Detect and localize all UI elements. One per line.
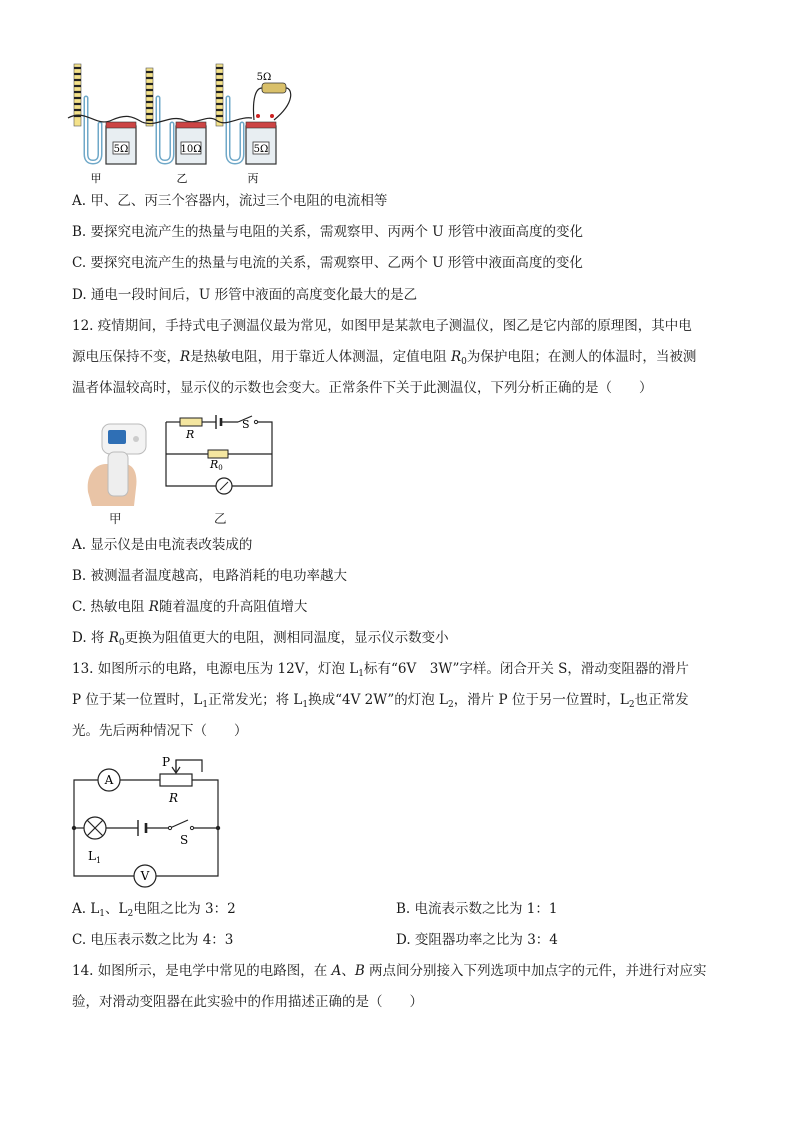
thermometer-photo	[78, 414, 152, 506]
slider-arrow-icon	[172, 760, 180, 773]
q13-option-b: B. 电流表示数之比为 1：1	[396, 901, 558, 917]
container-label-yi: 乙	[176, 172, 188, 185]
resistor-label-bing: 5Ω	[253, 144, 269, 155]
scale-ruler-left	[74, 64, 81, 126]
lamp-label: $L_1$	[88, 849, 102, 865]
q12-stem-line-3: 温者体温较高时，显示仪的示数也会变大。正常条件下关于此测温仪，下列分析正确的是（ ）	[72, 380, 653, 396]
q13-stem-line-1: 13. 如图所示的电路，电源电压为 12V，灯泡 $L_1$标有“6V 3W”字样。闭合开关 S，滑动变阻器的滑片	[72, 661, 689, 679]
external-resistor	[253, 83, 290, 120]
q11-option-b: B. 要探究电流产生的热量与电阻的关系，需观察甲、丙两个 U 形管中液面高度的变化	[72, 224, 583, 240]
rheostat-icon	[160, 774, 192, 786]
q12-option-b: B. 被测温者温度越高，电路消耗的电功率越大	[72, 568, 348, 584]
q11-option-d: D. 通电一段时间后，U 形管中液面的高度变化最大的是乙	[72, 287, 418, 303]
q12-circuit-diagram	[160, 412, 280, 498]
ammeter-label: A	[104, 773, 114, 787]
scale-ruler-right	[216, 64, 223, 126]
container-label-jia: 甲	[90, 172, 102, 185]
circuit-label-R: R	[186, 428, 195, 441]
fig-label-yi: 乙	[214, 511, 227, 526]
container-jia	[106, 122, 136, 164]
joule-heating-apparatus-figure	[66, 58, 296, 186]
q13-option-a: A. $L_1$、$L_2$电阻之比为 3：2	[72, 901, 236, 919]
resistor-label-jia: 5Ω	[113, 144, 129, 155]
q11-option-a: A. 甲、乙、丙三个容器内，流过三个电阻的电流相等	[72, 193, 388, 209]
q13-option-d: D. 变阻器功率之比为 3：4	[396, 932, 558, 948]
fig-label-jia: 甲	[109, 511, 122, 526]
q13-stem-line-2: P 位于某一位置时，$L_1$正常发光；将 $L_1$换成“4V 2W”的灯泡 $L_2$，滑片 P 位于另一位置时，$L_2$也正常发	[72, 692, 689, 710]
q12-stem-line-2: 源电压保持不变，R是热敏电阻，用于靠近人体测温，定值电阻 $R_0$为保护电阻；在测人的体温时，当被测	[72, 349, 697, 367]
q14-stem-line-1: 14. 如图所示，是电学中常见的电路图，在 A、B 两点间分别接入下列选项中加点字的元件，并进行对应实	[72, 963, 707, 979]
switch-label-S: S	[180, 833, 189, 847]
switch-contact-icon	[168, 826, 171, 829]
slider-label-P: P	[162, 755, 171, 769]
q12-option-a: A. 显示仪是由电流表改装成的	[72, 537, 253, 553]
voltmeter-label: V	[140, 869, 150, 883]
q13-stem-line-3: 光。先后两种情况下（ ）	[72, 723, 248, 739]
scale-ruler-middle	[146, 68, 153, 126]
q12-option-d: D. 将 $R_0$更换为阻值更大的电阻，测相同温度，显示仪示数变小	[72, 630, 449, 648]
container-label-bing: 丙	[247, 172, 259, 185]
switch-contact-icon	[254, 420, 257, 423]
q13-circuit-diagram	[66, 752, 226, 892]
q14-stem-line-2: 验，对滑动变阻器在此实验中的作用描述正确的是（ ）	[72, 994, 423, 1010]
container-yi	[176, 122, 206, 164]
q13-option-c: C. 电压表示数之比为 4：3	[72, 932, 234, 948]
q12-stem-line-1: 12. 疫情期间，手持式电子测温仪最为常见，如图甲是某款电子测温仪，图乙是它内部的原理图，其中电	[72, 318, 692, 334]
external-resistor-label: 5Ω	[256, 72, 272, 83]
junction-right	[216, 826, 220, 830]
circuit-label-S: S	[242, 418, 250, 431]
circuit-label-R0: R0	[210, 458, 223, 472]
q11-option-c: C. 要探究电流产生的热量与电流的关系，需观察甲、乙两个 U 形管中液面高度的变化	[72, 255, 583, 271]
resistor-R0	[208, 450, 228, 458]
thermistor-R	[180, 418, 202, 426]
rheostat-label-R: R	[169, 791, 179, 805]
container-bing	[246, 122, 276, 164]
resistor-label-yi: 10Ω	[180, 144, 202, 155]
q12-option-c: C. 热敏电阻 R随着温度的升高阻值增大	[72, 599, 308, 615]
junction-left	[72, 826, 76, 830]
